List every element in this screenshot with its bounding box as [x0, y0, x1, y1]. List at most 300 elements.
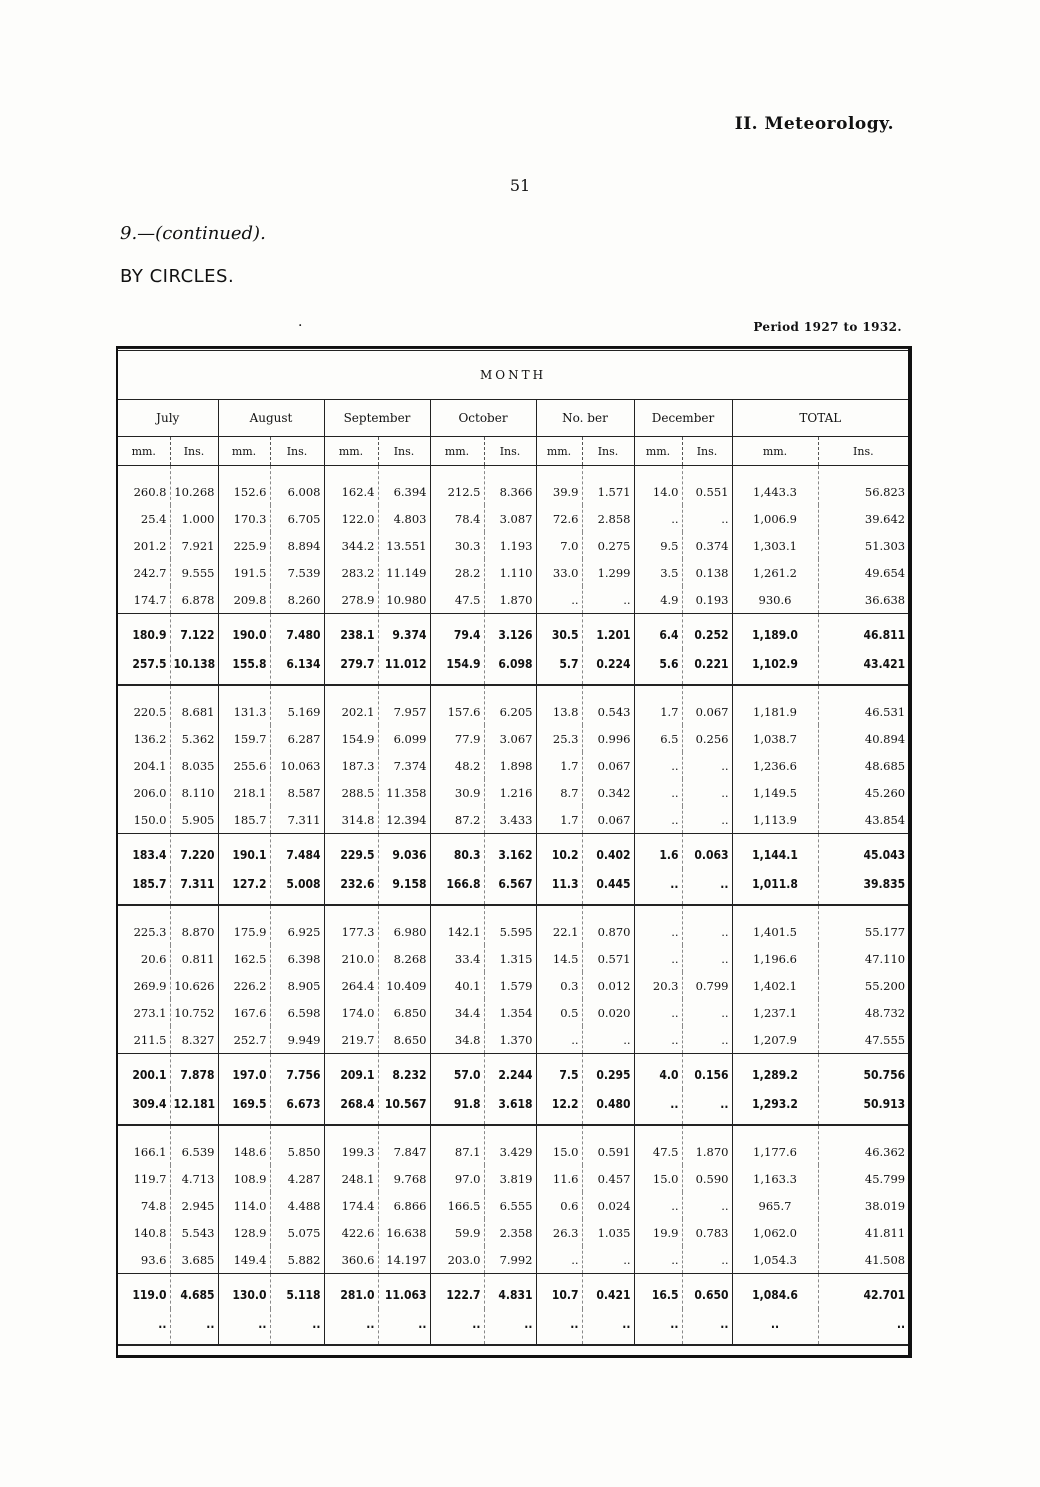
table-cell: 22.1	[536, 905, 582, 945]
table-cell: 5.118	[270, 1274, 324, 1310]
table-cell: 1,196.6	[732, 945, 818, 972]
table-cell: 43.421	[818, 649, 908, 685]
table-cell: 8.035	[170, 752, 218, 779]
table-cell: 5.008	[270, 869, 324, 905]
table-cell: 9.158	[378, 869, 430, 905]
table-cell: 57.0	[430, 1054, 484, 1090]
table-cell: 12.394	[378, 806, 430, 834]
table-cell: 14.0	[634, 466, 682, 506]
table-cell: 6.850	[378, 999, 430, 1026]
table-row	[118, 1192, 908, 1219]
table-cell: 157.6	[430, 685, 484, 725]
table-cell: 7.539	[270, 559, 324, 586]
table-cell: 5.905	[170, 806, 218, 834]
table-row	[118, 1246, 908, 1274]
table-cell: 30.3	[430, 532, 484, 559]
table-cell: 45.260	[864, 785, 906, 800]
summary-row	[118, 1054, 908, 1090]
table-cell: 7.122	[170, 614, 218, 650]
table-row	[118, 466, 908, 506]
table-cell: 0.571	[582, 945, 634, 972]
table-cell: 5.595	[484, 905, 536, 945]
table-cell: 10.752	[170, 999, 218, 1026]
table-cell: 190.0	[218, 614, 270, 650]
table-cell: 1.299	[582, 559, 634, 586]
table-cell: 50.756	[818, 1054, 908, 1090]
table-cell: 1.6	[634, 834, 682, 870]
table-cell: ..	[682, 1089, 732, 1125]
table-cell: 7.311	[170, 869, 218, 905]
table-cell: 56.823	[864, 484, 906, 499]
table-cell: 248.1	[324, 1165, 378, 1192]
table-cell: 3.162	[484, 834, 536, 870]
table-cell: 1.870	[484, 586, 536, 614]
table-cell: 6.008	[270, 466, 324, 506]
table-cell: 41.508	[864, 1252, 906, 1267]
table-cell: 0.783	[682, 1219, 732, 1246]
table-cell: ..	[682, 869, 732, 905]
table-cell: 6.567	[484, 869, 536, 905]
table-cell: 8.232	[378, 1054, 430, 1090]
table-cell: ..	[536, 1309, 582, 1345]
table-row	[118, 685, 908, 725]
table-cell: 11.149	[378, 559, 430, 586]
table-cell: 1,054.3	[732, 1246, 818, 1274]
table-cell: 965.7	[732, 1192, 818, 1219]
table-cell: 180.9	[118, 614, 170, 650]
table-cell: 0.275	[582, 532, 634, 559]
table-cell: 209.8	[218, 586, 270, 614]
table-cell: 1.193	[484, 532, 536, 559]
table-cell: 128.9	[218, 1219, 270, 1246]
table-cell: 87.2	[430, 806, 484, 834]
table-cell: 0.295	[582, 1054, 634, 1090]
table-cell: 264.4	[324, 972, 378, 999]
table-cell: 185.7	[118, 869, 170, 905]
table-cell: 9.768	[378, 1165, 430, 1192]
table-cell: 4.287	[270, 1165, 324, 1192]
table-cell: 1.571	[582, 466, 634, 506]
table-cell: 1,038.7	[732, 725, 818, 752]
table-cell: ..	[582, 1026, 634, 1054]
table-cell: 72.6	[536, 505, 582, 532]
table-cell: ..	[634, 945, 682, 972]
table-cell: 185.7	[218, 806, 270, 834]
table-cell: 8.366	[484, 466, 536, 506]
table-cell: 43.854	[864, 812, 906, 827]
table-cell: 4.0	[634, 1054, 682, 1090]
table-cell: 0.256	[682, 725, 732, 752]
table-cell: 0.996	[582, 725, 634, 752]
table-cell: 212.5	[430, 466, 484, 506]
table-cell: 47.5	[430, 586, 484, 614]
unit-header: mm.	[218, 437, 270, 466]
table-row	[118, 972, 908, 999]
table-cell: ..	[634, 806, 682, 834]
table-cell: ..	[682, 945, 732, 972]
table-cell: 0.193	[682, 586, 732, 614]
unit-header: mm.	[430, 437, 484, 466]
table-cell: 0.402	[582, 834, 634, 870]
table-cell: 1,236.6	[732, 752, 818, 779]
table-cell: 14.197	[378, 1246, 430, 1274]
table-cell: 25.3	[536, 725, 582, 752]
table-cell: 5.882	[270, 1246, 324, 1274]
table-cell: 166.1	[118, 1125, 170, 1165]
table-cell: 2.858	[582, 505, 634, 532]
table-cell: 1,261.2	[732, 559, 818, 586]
table-cell: ..	[634, 1246, 682, 1274]
table-cell: 167.6	[218, 999, 270, 1026]
table-cell: 33.0	[536, 559, 582, 586]
summary-row	[118, 834, 908, 870]
table-cell: ..	[682, 1192, 732, 1219]
table-cell: 174.4	[324, 1192, 378, 1219]
table-body	[118, 466, 908, 1346]
table-cell: 6.099	[378, 725, 430, 752]
table-cell: 4.803	[378, 505, 430, 532]
table-cell: 79.4	[430, 614, 484, 650]
table-cell: 1,293.2	[732, 1089, 818, 1125]
table-cell: 6.398	[270, 945, 324, 972]
table-cell: 1.7	[634, 685, 682, 725]
table-cell: 210.0	[324, 945, 378, 972]
table-cell: 3.429	[484, 1125, 536, 1165]
table-cell: 8.587	[270, 779, 324, 806]
table-cell: 11.063	[378, 1274, 430, 1310]
table-cell: 1.201	[582, 614, 634, 650]
unit-header: mm.	[732, 437, 818, 466]
table-cell: 6.925	[270, 905, 324, 945]
table-cell: 6.4	[634, 614, 682, 650]
table-row	[118, 586, 908, 614]
page-number: 51	[509, 176, 531, 195]
table-cell: 0.067	[582, 806, 634, 834]
table-cell: 77.9	[430, 725, 484, 752]
table-cell: 0.650	[682, 1274, 732, 1310]
table-cell: 0.252	[682, 614, 732, 650]
table-cell: 6.866	[378, 1192, 430, 1219]
table-cell: ..	[118, 1309, 170, 1345]
month-name-header: TOTAL	[732, 400, 908, 437]
table-cell: 6.394	[378, 466, 430, 506]
table-cell: 39.9	[536, 466, 582, 506]
table-cell: 255.6	[218, 752, 270, 779]
table-cell: 7.484	[270, 834, 324, 870]
table-cell: ..	[270, 1309, 324, 1345]
table-cell: ..	[218, 1309, 270, 1345]
table-cell: 34.4	[430, 999, 484, 1026]
table-cell: 204.1	[118, 752, 170, 779]
table-cell: 1,189.0	[732, 614, 818, 650]
table-cell: 159.7	[218, 725, 270, 752]
table-cell: 6.134	[270, 649, 324, 685]
table-cell: 39.642	[864, 511, 906, 526]
table-cell: 1,006.9	[732, 505, 818, 532]
table-cell: 3.618	[484, 1089, 536, 1125]
table-cell: 46.362	[864, 1144, 906, 1159]
table-cell: 7.220	[170, 834, 218, 870]
table-cell: 80.3	[430, 834, 484, 870]
table-cell: 225.9	[218, 532, 270, 559]
table-cell: 2.358	[484, 1219, 536, 1246]
table-cell: 1.870	[682, 1125, 732, 1165]
table-cell: 11.3	[536, 869, 582, 905]
table-cell: 38.019	[864, 1198, 906, 1213]
table-cell: 0.374	[682, 532, 732, 559]
table-subtitle: BY CIRCLES.	[120, 266, 235, 287]
summary-row	[118, 869, 908, 905]
table-cell: 7.756	[270, 1054, 324, 1090]
table-cell: 0.6	[536, 1192, 582, 1219]
table-cell: 6.705	[270, 505, 324, 532]
table-cell: 5.543	[170, 1219, 218, 1246]
table-cell: 50.913	[818, 1089, 908, 1125]
table-cell: 203.0	[430, 1246, 484, 1274]
table-cell: 30.9	[430, 779, 484, 806]
month-header: MONTH	[118, 350, 908, 400]
table-cell: 15.0	[536, 1125, 582, 1165]
table-cell: 47.110	[864, 951, 906, 966]
unit-header: Ins.	[484, 437, 536, 466]
table-cell: 174.7	[118, 586, 170, 614]
table-cell: 8.870	[170, 905, 218, 945]
table-cell: 1,237.1	[732, 999, 818, 1026]
table-cell: 0.012	[582, 972, 634, 999]
table-cell: 1,443.3	[732, 466, 818, 506]
table-cell: 162.4	[324, 466, 378, 506]
table-cell: 0.224	[582, 649, 634, 685]
units-row	[118, 437, 908, 466]
table-cell: 0.811	[170, 945, 218, 972]
table-cell: 169.5	[218, 1089, 270, 1125]
table-cell: 177.3	[324, 905, 378, 945]
table-cell: 200.1	[118, 1054, 170, 1090]
table-cell: ..	[634, 999, 682, 1026]
table-cell: 0.067	[582, 752, 634, 779]
table-cell: 154.9	[324, 725, 378, 752]
table-cell: ..	[634, 1026, 682, 1054]
table-row	[118, 779, 908, 806]
table-cell: 14.5	[536, 945, 582, 972]
table-cell: 202.1	[324, 685, 378, 725]
table-cell: 5.075	[270, 1219, 324, 1246]
table-cell: ..	[682, 905, 732, 945]
table-cell: 10.980	[378, 586, 430, 614]
table-cell: 1,084.6	[732, 1274, 818, 1310]
table-row	[118, 945, 908, 972]
table-cell: 10.138	[170, 649, 218, 685]
month-name-header: December	[634, 400, 732, 437]
table-cell: 10.626	[170, 972, 218, 999]
table-cell: 142.1	[430, 905, 484, 945]
table-cell: 48.732	[864, 1005, 906, 1020]
table-cell: 119.7	[118, 1165, 170, 1192]
table-cell: 3.087	[484, 505, 536, 532]
unit-header: Ins.	[582, 437, 634, 466]
table-cell: 16.638	[378, 1219, 430, 1246]
table-cell: 7.921	[170, 532, 218, 559]
table-cell: 166.8	[430, 869, 484, 905]
table-cell: 0.480	[582, 1089, 634, 1125]
table-cell: 279.7	[324, 649, 378, 685]
table-cell: 1,401.5	[732, 905, 818, 945]
table-cell: 269.9	[118, 972, 170, 999]
table-cell: 360.6	[324, 1246, 378, 1274]
table-cell: 220.5	[118, 685, 170, 725]
summary-row	[118, 1274, 908, 1310]
table-cell: 7.878	[170, 1054, 218, 1090]
table-cell: 16.5	[634, 1274, 682, 1310]
table-cell: 108.9	[218, 1165, 270, 1192]
table-cell: ..	[536, 1026, 582, 1054]
table-cell: 229.5	[324, 834, 378, 870]
table-cell: 1,289.2	[732, 1054, 818, 1090]
table-cell: 5.362	[170, 725, 218, 752]
table-cell: 206.0	[118, 779, 170, 806]
table-cell: ..	[682, 999, 732, 1026]
table-cell: ..	[682, 1246, 732, 1274]
table-cell: 0.156	[682, 1054, 732, 1090]
table-cell: 6.287	[270, 725, 324, 752]
table-cell: 10.063	[270, 752, 324, 779]
table-cell: ..	[682, 752, 732, 779]
table-cell: 6.980	[378, 905, 430, 945]
table-cell: 1.000	[170, 505, 218, 532]
table-row	[118, 806, 908, 834]
table-cell: 46.811	[818, 614, 908, 650]
table-cell: 12.181	[170, 1089, 218, 1125]
table-cell: 170.3	[218, 505, 270, 532]
table-cell: 11.6	[536, 1165, 582, 1192]
table-cell: 283.2	[324, 559, 378, 586]
table-cell: 3.126	[484, 614, 536, 650]
summary-row	[118, 1089, 908, 1125]
unit-header: Ins.	[818, 437, 908, 466]
table-cell: 11.012	[378, 649, 430, 685]
table-cell: 48.685	[864, 758, 906, 773]
table-cell: 152.6	[218, 466, 270, 506]
month-name-header: September	[324, 400, 430, 437]
table-cell: 15.0	[634, 1165, 682, 1192]
table-cell: 7.480	[270, 614, 324, 650]
table-cell: 13.551	[378, 532, 430, 559]
table-row	[118, 1165, 908, 1192]
table-cell: 140.8	[118, 1219, 170, 1246]
table-cell: 93.6	[118, 1246, 170, 1274]
table-cell: ..	[682, 505, 732, 532]
summary-row	[118, 614, 908, 650]
table-cell: ..	[818, 1309, 908, 1345]
unit-header: Ins.	[270, 437, 324, 466]
table-cell: 175.9	[218, 905, 270, 945]
table-cell: 49.654	[864, 565, 906, 580]
table-cell: 148.6	[218, 1125, 270, 1165]
table-cell: 119.0	[118, 1274, 170, 1310]
table-cell: ..	[582, 586, 634, 614]
table-cell: 8.7	[536, 779, 582, 806]
table-cell: 3.433	[484, 806, 536, 834]
table-cell: 1,181.9	[732, 685, 818, 725]
unit-header: mm.	[634, 437, 682, 466]
table-cell: 219.7	[324, 1026, 378, 1054]
table-cell: 226.2	[218, 972, 270, 999]
table-cell: 150.0	[118, 806, 170, 834]
table-cell: 1.7	[536, 752, 582, 779]
table-row	[118, 999, 908, 1026]
table-cell: 5.6	[634, 649, 682, 685]
table-cell: 4.9	[634, 586, 682, 614]
table-cell: 187.3	[324, 752, 378, 779]
table-cell: 6.878	[170, 586, 218, 614]
table-cell: 191.5	[218, 559, 270, 586]
summary-row	[118, 1309, 908, 1345]
table-cell: 8.905	[270, 972, 324, 999]
table-cell: ..	[634, 1192, 682, 1219]
table-cell: 8.327	[170, 1026, 218, 1054]
table-cell: 10.268	[170, 466, 218, 506]
table-cell: 1,303.1	[732, 532, 818, 559]
section-heading: II. Meteorology.	[734, 114, 894, 134]
table-cell: 6.205	[484, 685, 536, 725]
table-cell: 0.590	[682, 1165, 732, 1192]
table-cell: 1.898	[484, 752, 536, 779]
table-cell: 5.7	[536, 649, 582, 685]
table-cell: 131.3	[218, 685, 270, 725]
summary-row	[118, 649, 908, 685]
table-cell: 46.531	[864, 704, 906, 719]
table-cell: 4.713	[170, 1165, 218, 1192]
table-cell: 8.268	[378, 945, 430, 972]
table-cell: ..	[682, 1309, 732, 1345]
table-cell: 20.3	[634, 972, 682, 999]
table-cell: 20.6	[118, 945, 170, 972]
table-cell: 0.799	[682, 972, 732, 999]
table-cell: 7.311	[270, 806, 324, 834]
table-cell: 4.685	[170, 1274, 218, 1310]
table-cell: 3.685	[170, 1246, 218, 1274]
table-cell: 218.1	[218, 779, 270, 806]
table-cell: 55.177	[864, 924, 906, 939]
table-cell: 55.200	[864, 978, 906, 993]
unit-header: mm.	[118, 437, 170, 466]
table-cell: 1.110	[484, 559, 536, 586]
table-cell: 8.894	[270, 532, 324, 559]
table-cell: 281.0	[324, 1274, 378, 1310]
table-cell: 8.650	[378, 1026, 430, 1054]
table-cell: 1.7	[536, 806, 582, 834]
table-cell: 0.221	[682, 649, 732, 685]
table-row	[118, 532, 908, 559]
table-cell: 9.949	[270, 1026, 324, 1054]
table-cell: ..	[634, 779, 682, 806]
table-cell: 238.1	[324, 614, 378, 650]
table-row	[118, 559, 908, 586]
table-cell: 41.811	[864, 1225, 906, 1240]
table-cell: 5.850	[270, 1125, 324, 1165]
table-row	[118, 752, 908, 779]
table-cell: ..	[170, 1309, 218, 1345]
rainfall-table-frame	[116, 346, 912, 1358]
table-cell: 0.445	[582, 869, 634, 905]
stray-mark: ·	[298, 318, 303, 334]
table-cell: 190.1	[218, 834, 270, 870]
table-cell: 9.5	[634, 532, 682, 559]
table-cell: 47.555	[864, 1032, 906, 1047]
table-cell: 0.551	[682, 466, 732, 506]
table-cell: 0.421	[582, 1274, 634, 1310]
table-cell: 1.579	[484, 972, 536, 999]
